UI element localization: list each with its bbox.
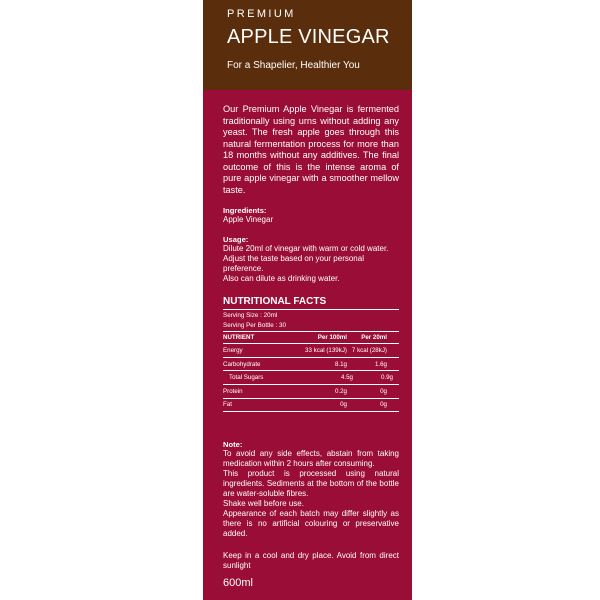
serving-per-bottle: Serving Per Bottle : 30 <box>223 321 287 329</box>
nutrition-table <box>223 331 399 412</box>
usage-line: Dilute 20ml of vinegar with warm or cold water. <box>223 244 389 253</box>
note-heading: Note: <box>223 440 243 450</box>
table-cell: 33 kcal (139kJ) <box>305 346 347 354</box>
nutrition-facts <box>223 296 399 412</box>
product-label <box>203 0 412 600</box>
usage-heading: Usage: <box>223 235 249 244</box>
table-header <box>223 331 399 343</box>
table-cell: Total Sugars <box>229 374 264 382</box>
table-cell: Protein <box>223 387 243 395</box>
column-header: Per 20ml <box>361 334 387 342</box>
note-line: To avoid any side effects, abstain from taking medication within 2 hours after consuming. <box>223 449 399 469</box>
serving-size: Serving Size : 20ml <box>223 312 278 319</box>
usage-line: Also can dilute as drinking water. <box>223 274 340 283</box>
column-header: Per 100ml <box>317 334 347 342</box>
note-line: Shake well before use. <box>223 499 304 509</box>
intro-paragraph: Our Premium Apple Vinegar is fermented traditionally using urns without adding any yeast. The fresh apple goes through this natural fermentation process for more than 18 months without any additives. The final outcome of this is the intense aroma of pure apple vinegar with a smoother mellow taste. <box>223 104 399 195</box>
table-cell: 0g <box>340 401 347 409</box>
table-cell: 0g <box>380 401 387 409</box>
column-header: NUTRIENT <box>223 334 255 342</box>
tagline: For a Shapelier, Healthier You <box>227 60 360 71</box>
table-row <box>223 370 399 384</box>
table-cell: 0g <box>380 387 387 395</box>
table-cell: Energy <box>223 346 243 354</box>
ingredients-text: Apple Vinegar <box>223 215 274 224</box>
table-cell: 0.2g <box>334 387 347 395</box>
nutrition-title: NUTRITIONAL FACTS <box>223 296 327 307</box>
table-row <box>223 357 399 371</box>
label-content <box>223 104 399 571</box>
product-title: APPLE VINEGAR <box>227 26 390 48</box>
note-line: This product is processed using natural ingredients. Sediments at the bottom of the bottle are water-soluble fibres. <box>223 469 399 499</box>
table-row <box>223 343 399 357</box>
note-section <box>223 440 399 571</box>
usage-line: Adjust the taste based on your personal preference. <box>223 254 364 273</box>
table-cell: 4.5g <box>340 374 353 382</box>
ingredients-heading: Ingredients: <box>223 206 267 215</box>
volume-text: 600ml <box>223 577 253 589</box>
table-cell: 7 kcal (28kJ) <box>351 346 387 354</box>
table-cell: 1.6g <box>374 360 387 368</box>
table-cell: 0.9g <box>380 374 393 382</box>
note-line: Appearance of each batch may differ slightly as there is no artificial colouring or preservative added. <box>223 509 399 539</box>
premium-text: PREMIUM <box>227 8 296 20</box>
table-row <box>223 398 399 412</box>
table-row <box>223 384 399 398</box>
table-cell: 8.1g <box>334 360 347 368</box>
divider <box>223 411 399 412</box>
divider <box>223 309 399 310</box>
header-band <box>203 0 412 90</box>
storage-text: Keep in a cool and dry place. Avoid from direct sunlight <box>223 551 399 571</box>
table-cell: Carbohydrate <box>223 360 261 368</box>
table-cell: Fat <box>223 401 232 409</box>
